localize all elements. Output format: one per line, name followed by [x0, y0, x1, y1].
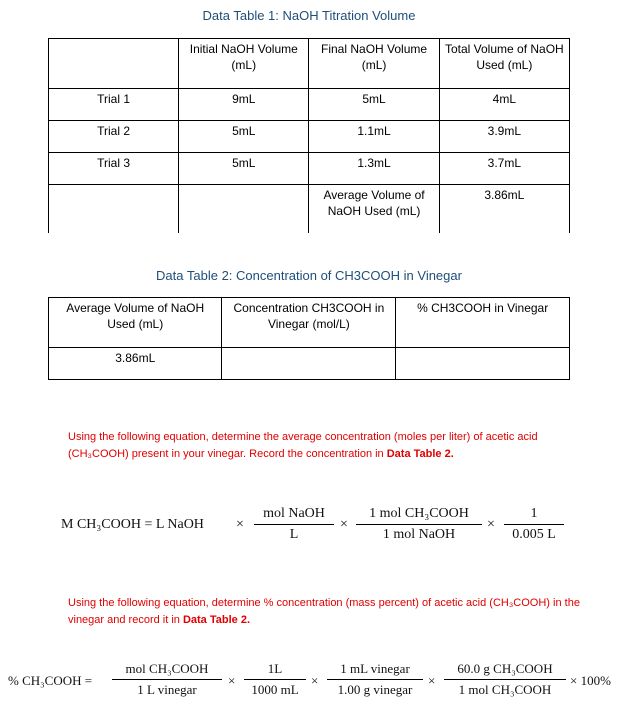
fraction	[244, 661, 306, 698]
numerator: mol CH₃COOH	[112, 661, 222, 680]
average-label: Average Volume of NaOH Used (mL)	[309, 185, 439, 233]
table1-header-initial: Initial NaOH Volume (mL)	[179, 39, 309, 89]
instruction-text: Using the following equation, determine % concentration (mass percent) of acetic acid (CH₃COOH) in the vinegar and record it in	[68, 597, 580, 626]
table1-header-blank	[49, 39, 179, 89]
empty-cell	[179, 185, 309, 233]
table1-header-total: Total Volume of NaOH Used (mL)	[439, 39, 569, 89]
table2-header-percent: % CH3COOH in Vinegar	[396, 298, 570, 348]
total-volume: 3.7mL	[439, 153, 569, 185]
table-row	[49, 348, 570, 380]
equation-lhs: % CH₃COOH =	[8, 673, 93, 688]
instruction-text: Using the following equation, determine the average concentration (moles per liter) of acetic acid (CH₃COOH) present in your vinegar. Record the concentration in	[68, 431, 538, 460]
numerator: mol NaOH	[254, 506, 334, 525]
table2-header-concentration: Concentration CH3COOH in Vinegar (mol/L)	[222, 298, 396, 348]
titration-table	[48, 38, 570, 233]
initial-volume: 9mL	[179, 89, 309, 121]
table-row	[49, 185, 570, 233]
average-volume-value: 3.86mL	[49, 348, 222, 380]
denominator: 1 mol NaOH	[382, 527, 456, 542]
fraction	[444, 661, 566, 698]
initial-volume: 5mL	[179, 153, 309, 185]
concentration-value	[222, 348, 396, 380]
final-volume: 1.3mL	[309, 153, 439, 185]
empty-cell	[49, 185, 179, 233]
concentration-table	[48, 297, 570, 380]
fraction	[254, 506, 334, 543]
times-symbol: ×	[487, 517, 495, 532]
hundred-percent: × 100%	[570, 673, 611, 688]
numerator: 1	[504, 506, 564, 525]
average-volume: 3.86mL	[439, 185, 569, 233]
instruction-mass-percent	[68, 595, 588, 629]
numerator: 1 mL vinegar	[327, 661, 423, 680]
instruction-bold: Data Table 2.	[182, 614, 250, 626]
denominator: L	[289, 527, 299, 542]
instruction-concentration	[68, 429, 588, 463]
fraction	[504, 506, 564, 543]
table2-header-average: Average Volume of NaOH Used (mL)	[49, 298, 222, 348]
numerator: 1L	[244, 661, 306, 680]
denominator: 1.00 g vinegar	[337, 682, 413, 697]
fraction	[327, 661, 423, 698]
table1-header-final: Final NaOH Volume (mL)	[309, 39, 439, 89]
total-volume: 3.9mL	[439, 121, 569, 153]
instruction-bold: Data Table 2.	[386, 448, 454, 460]
numerator: 1 mol CH₃COOH	[356, 506, 482, 525]
times-symbol: ×	[228, 673, 236, 688]
table-row	[49, 121, 570, 153]
denominator: 1 mol CH₃COOH	[458, 682, 552, 697]
times-symbol: ×	[340, 517, 348, 532]
fraction	[112, 661, 222, 698]
final-volume: 5mL	[309, 89, 439, 121]
denominator: 1 L vinegar	[137, 682, 197, 697]
percent-value	[396, 348, 570, 380]
final-volume: 1.1mL	[309, 121, 439, 153]
total-volume: 4mL	[439, 89, 569, 121]
initial-volume: 5mL	[179, 121, 309, 153]
numerator: 60.0 g CH₃COOH	[444, 661, 566, 680]
table-row	[49, 153, 570, 185]
times-symbol: ×	[428, 673, 436, 688]
denominator: 1000 mL	[251, 682, 299, 697]
times-symbol: ×	[236, 517, 244, 532]
trial-label: Trial 2	[49, 121, 179, 153]
table-row	[49, 89, 570, 121]
trial-label: Trial 3	[49, 153, 179, 185]
denominator: 0.005 L	[512, 527, 556, 542]
equation-lhs: M CH₃COOH = L NaOH	[61, 517, 204, 532]
table1-title: Data Table 1: NaOH Titration Volume	[202, 8, 416, 23]
times-symbol: ×	[311, 673, 319, 688]
table2-title: Data Table 2: Concentration of CH3COOH in Vinegar	[156, 268, 462, 283]
trial-label: Trial 1	[49, 89, 179, 121]
fraction	[356, 506, 482, 543]
